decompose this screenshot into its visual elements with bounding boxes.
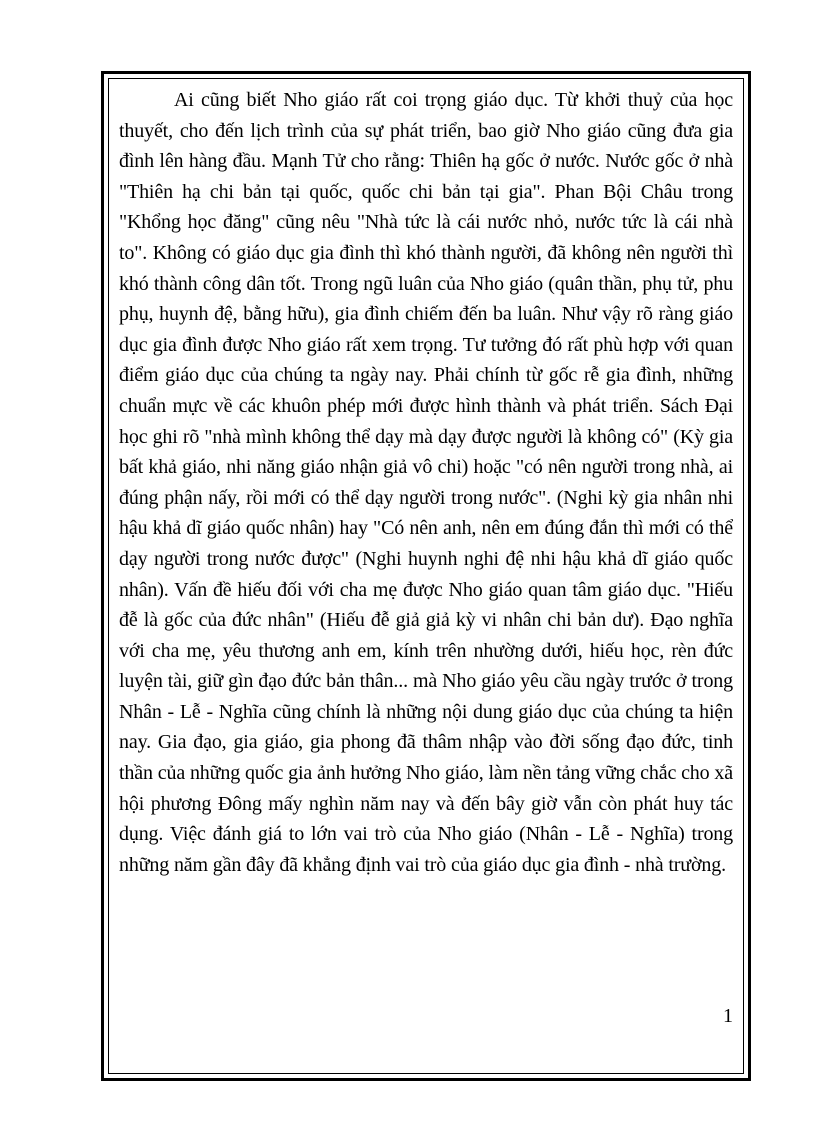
page-border: [101, 71, 751, 1081]
page-number: 1: [723, 1005, 733, 1027]
body-paragraph: Ai cũng biết Nho giáo rất coi trọng giáo dục. Từ khởi thuỷ của học thuyết, cho đến lịch trình của sự phát triển, bao giờ Nho giáo cũng đưa gia đình lên hàng đầu. Mạnh Tử cho rằng: Thiên hạ gốc ở nước. Nước gốc ở nhà "Thiên hạ chi bản tại quốc, quốc chi bản tại gia". Phan Bội Châu trong "Khổng học đăng" cũng nêu "Nhà tức là cái nước nhỏ, nước tức là cái nhà to". Không có giáo dục gia đình thì khó thành người, đã không nên người thì khó thành công dân tốt. Trong ngũ luân của Nho giáo (quân thần, phụ tử, phu phụ, huynh đệ, bằng hữu), gia đình chiếm đến ba luân. Như vậy rõ ràng giáo dục gia đình được Nho giáo rất xem trọng. Tư tưởng đó rất phù hợp với quan điểm giáo dục của chúng ta ngày nay. Phải chính từ gốc rễ gia đình, những chuẩn mực về các khuôn phép mới được hình thành và phát triển. Sách Đại học ghi rõ "nhà mình không thể dạy mà dạy được người là không có" (Kỳ gia bất khả giáo, nhi năng giáo nhận giả vô chi) hoặc "có nên người trong nhà, ai đúng phận nấy, rồi mới có thể dạy người trong nước". (Nghi kỳ gia nhân nhi hậu khả dĩ giáo quốc nhân) hay "Có nên anh, nên em đúng đắn thì mới có thể dạy người trong nước được" (Nghi huynh nghi đệ nhi hậu khả dĩ giáo quốc nhân). Vấn đề hiếu đối với cha mẹ được Nho giáo quan tâm giáo dục. "Hiếu đễ là gốc của đức nhân" (Hiếu đễ giả giả kỳ vi nhân chi bản dư). Đạo nghĩa với cha mẹ, yêu thương anh em, kính trên nhường dưới, hiếu học, rèn đức luyện tài, giữ gìn đạo đức bản thân... mà Nho giáo yêu cầu ngày trước ở trong Nhân - Lễ - Nghĩa cũng chính là những nội dung giáo dục của chúng ta hiện nay. Gia đạo, gia giáo, gia phong đã thâm nhập vào đời sống đạo đức, tinh thần của những quốc gia ảnh hưởng Nho giáo, làm nền tảng vững chắc cho xã hội phương Đông mấy nghìn năm nay và đến bây giờ vẫn còn phát huy tác dụng. Việc đánh giá to lớn vai trò của Nho giáo (Nhân - Lễ - Nghĩa) trong những năm gần đây đã khẳng định vai trò của giáo dục gia đình - nhà trường.: [119, 89, 733, 876]
page-inner-border: [108, 78, 744, 1074]
page-content: [119, 85, 733, 880]
